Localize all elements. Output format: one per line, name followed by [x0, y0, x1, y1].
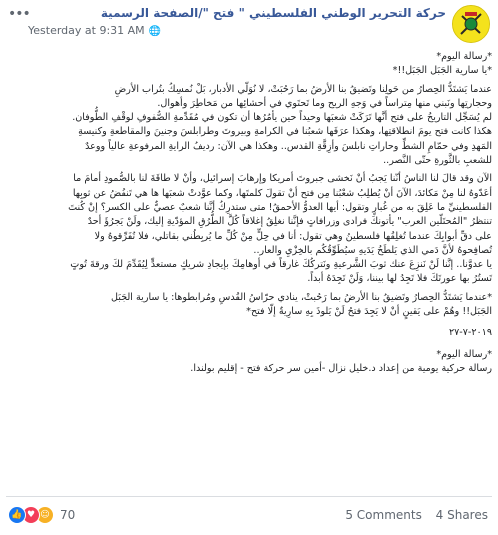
- post-line: هكذا كانت فتح يومَ انطلاقتِها، وهكذا عرَفَها شعبُنا في الكرامةِ وبيروتَ وطرابلسَ وجنينَ والمقاطعةِ وكنيسةِ: [78, 126, 492, 138]
- post-line: لم يُسَجِّل التاريخُ على فتح أنَّها تَرَكَتْ شعبَها وحيداً حين يأمُرُها أن تكون في مُقَدِّمةِ الصُّفوفِ لوقْفِ الطُّوفان.: [72, 112, 492, 124]
- post-line: *رسالة اليوم*: [436, 51, 492, 62]
- post-line: *رسالة اليوم*: [436, 348, 492, 360]
- post-line: المَهدِ وفي حمّامِ الشطِّ وحاراتِ نابلسَ وأزِقَّةِ القدس.. وهكذا هي الآن: رديفُ الرايةِ المرفوعةِ عالياً ووعدٌ: [85, 140, 492, 152]
- more-dots-icon[interactable]: •••: [8, 6, 30, 22]
- post-line: عندما يَشتَدُّ الحِصارُ من حَولِنا وتَضيقُ بنا الأرضُ بما رَحُبَتْ، لا نُوَلّي الأدبار، بَلْ نُمسِكُ بتُراب الأرضِ: [114, 83, 492, 95]
- post-line: *عندما يَشتَدُّ الحِصارُ وتَضيقُ بنا الأرضُ بما رَحُبتْ، ينادي حرّاسُ القُدسِ ومُرابطوها: يا سارية الجَبَل: [111, 291, 492, 303]
- post-line: وحجارتِها ونَبني منها مِتراساً في وَجهِ الريح وما تَحتَوي في أحشائِها من مَخاطِرَ وأهوال.: [157, 97, 492, 109]
- post-line: الفلسطينيِّ ما عَلِقَ به من غُبارٍ وتقول: أيها العدوُّ الأحمقُ! متى ستدرِكُ أنَّنا شعبٌ عصيٌّ على الكسر؟ إنْ كُنتَ: [68, 201, 492, 213]
- post-line: تَستُرُ بها عورتَكَ فلا تَجِدُ لها بيننا، وَلَنْ تَجِدَهُ أبداً.: [307, 273, 492, 285]
- post-timestamp[interactable]: Yesterday at 9:31 AM: [28, 24, 145, 37]
- love-icon: ♥: [22, 506, 40, 524]
- post-line: على دقِّ أبوابِكَ عندما تُغلِقُها فلسطينُ وهي تقول: أنا في حِلٍّ مِنْ كُلِّ ما يُربِطُني بقاتلي، فلا تُفَرِّقوهُ ولا: [94, 230, 492, 242]
- comments-link[interactable]: 5 Comments: [345, 508, 422, 522]
- reactions-summary[interactable]: [8, 506, 75, 524]
- post-meta: [28, 24, 161, 37]
- like-icon: 👍: [8, 506, 26, 524]
- post-line: الجَبَل!! وهُمْ على يَقينٍ أنْ لا يَجِدَ فتحُ لَنْ يَلوذَ بِهِ سارِيةٌ إلّا فتح*: [246, 306, 492, 318]
- post-header: [0, 0, 498, 46]
- page-name-link[interactable]: حركة التحرير الوطني الفلسطيني " فتح "/الصفحة الرسمية: [100, 6, 446, 20]
- post-line: تنتظرُ "المُحتَلّين العرب" يأتونكَ فرادى وزرافاتٍ فإنَّنا نغلِقُ إغلاقاً كُلَّ الطُّرُقِ المؤدّيةِ إليك، ولَنْ يَجرُؤَ أحدٌ: [87, 216, 492, 228]
- post-line: أعَدّوهُ لنا مِنْ مَكائدَ، الآنَ أنْ يُطلِبُ شعْبُنا مِن فتح أنْ تقولَ كلمتَها، وكما عوَّدتْ شعبَها ها هي تَنفُضُ عن ثوبِها: [72, 187, 492, 199]
- post-text: [6, 50, 492, 376]
- avatar[interactable]: [452, 5, 490, 43]
- post-date: ٢٠١٩-٧-٢٧: [448, 327, 492, 339]
- post-line: الآن وقد قالَ لنا الناسُ أنّنا يَجبُ أنْ نَخشى جبروتَ أمريكا وإرهابَ إسرائيل، وأنْ لا طاقَةَ لنا بالصُّمودِ أمامَ ما: [73, 173, 492, 185]
- care-icon: ☺: [36, 506, 54, 524]
- divider: [6, 496, 492, 497]
- fatah-logo-icon: [453, 6, 489, 42]
- post-line: تُصافِحوهُ لأنَّ دَمي الذي يَلطَخُ يَدَيهِ سيُطَوِّقُكُم بالخِزْيِ والعار..: [253, 244, 492, 256]
- post-signature: رسالة حركية يومية من إعداد د.خليل نزال -أمين سر حركة فتح - إقليم بولندا.: [190, 362, 492, 374]
- reaction-count: 70: [60, 508, 76, 522]
- shares-link[interactable]: 4 Shares: [435, 508, 488, 522]
- post-line: يا عدوَّنا.. إنَّنا لَنْ نَنزِعَ عنك ثوبَ الشَّرعيةِ ونَتركُكَ غارقاً في أوهامِكَ بإيجادِ شريكٍ مستعدٍّ لِيُقَدِّمَ لكَ ورقةَ تُوتٍ: [70, 259, 492, 271]
- post-line: *يا سارية الجَبَل الجَبَل!!*: [392, 65, 492, 77]
- post-line: للشعبِ بالثَّورةِ حتّى النَّصر..: [383, 155, 492, 167]
- engagement-stats: [345, 508, 488, 522]
- globe-icon: 🌐: [148, 26, 162, 37]
